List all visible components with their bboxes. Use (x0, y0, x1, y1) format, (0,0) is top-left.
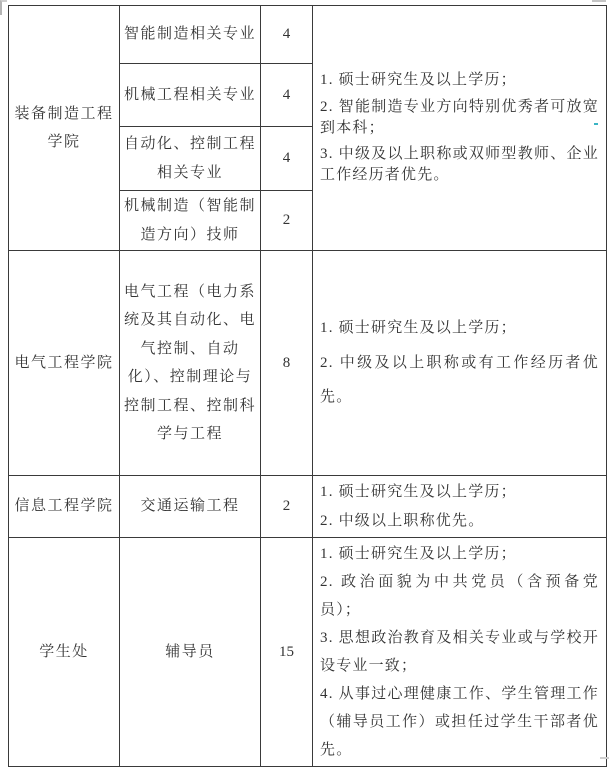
requirement-item: 1. 硕士研究生及以上学历； (320, 546, 517, 562)
recruitment-table (8, 5, 607, 767)
requirement-item: 2. 政治面貌为中共党员（含预备党员）； (320, 574, 599, 619)
requirements-cell (313, 251, 607, 476)
requirement-item: 2. 智能制造专业方向特别优秀者可放宽到本科； (320, 98, 599, 136)
count-cell: 2 (261, 191, 313, 251)
major-cell: 机械制造（智能制造方向）技师 (120, 191, 261, 251)
requirement-item: 4. 从事过心理健康工作、学生管理工作（辅导员工作）或担任过学生干部者优先。 (320, 686, 599, 759)
requirement-item: 1. 硕士研究生及以上学历； (320, 320, 517, 337)
major-cell: 机械工程相关专业 (120, 64, 261, 127)
page-edge-mark-bottom-right (600, 757, 609, 759)
count-cell: 2 (261, 476, 313, 538)
department-cell: 学生处 (9, 538, 120, 767)
count-cell: 4 (261, 127, 313, 191)
table-row (9, 538, 607, 767)
page-edge-mark-top-right (592, 0, 606, 2)
requirement-item: 1. 硕士研究生及以上学历； (320, 484, 517, 500)
major-cell: 自动化、控制工程相关专业 (120, 127, 261, 191)
department-cell: 装备制造工程学院 (9, 6, 120, 251)
requirement-item: 3. 思想政治教育及相关专业或与学校开设专业一致； (320, 630, 599, 675)
stray-cursor-mark (594, 123, 598, 125)
major-cell: 辅导员 (120, 538, 261, 767)
requirements-cell (313, 476, 607, 538)
count-cell: 15 (261, 538, 313, 767)
requirements-cell (313, 538, 607, 767)
requirement-item: 3. 中级及以上职称或双师型教师、企业工作经历者优先。 (320, 146, 599, 184)
major-cell: 智能制造相关专业 (120, 6, 261, 64)
count-cell: 4 (261, 6, 313, 64)
major-cell: 交通运输工程 (120, 476, 261, 538)
table-row (9, 476, 607, 538)
table-row (9, 251, 607, 476)
requirement-item: 2. 中级及以上职称或有工作经历者优先。 (320, 354, 599, 406)
table-row (9, 6, 607, 64)
requirements-cell (313, 6, 607, 251)
major-cell: 电气工程（电力系统及其自动化、电气控制、自动化）、控制理论与控制工程、控制科学与工程 (120, 251, 261, 476)
department-cell: 信息工程学院 (9, 476, 120, 538)
count-cell: 8 (261, 251, 313, 476)
table-handle-mark (0, 0, 7, 15)
requirement-item: 2. 中级以上职称优先。 (320, 512, 485, 529)
count-cell: 4 (261, 64, 313, 127)
department-cell: 电气工程学院 (9, 251, 120, 476)
requirement-item: 1. 硕士研究生及以上学历； (320, 72, 517, 89)
